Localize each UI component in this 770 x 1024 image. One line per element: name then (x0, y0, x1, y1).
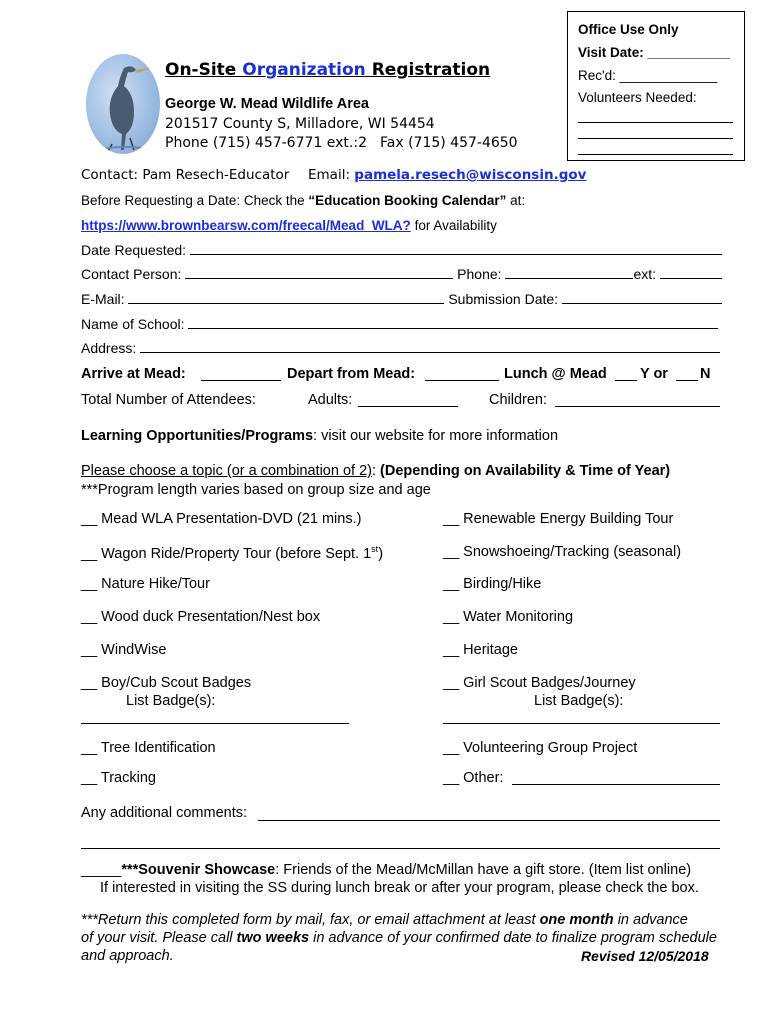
lunch-n: N (700, 366, 711, 382)
date-requested-input[interactable] (190, 242, 722, 255)
girl-list-badges-label: List Badge(s): (534, 693, 624, 709)
option-tracking[interactable]: __ Tracking (81, 770, 156, 786)
comments-input[interactable] (258, 820, 720, 821)
recd: Rec'd: _____________ (578, 68, 718, 83)
girl-badges-input[interactable] (443, 723, 720, 724)
contact-educator: Contact: Pam Resech-Educator (81, 167, 290, 183)
ext-input[interactable] (660, 266, 722, 279)
email-row: E-Mail: Submission Date: (81, 291, 722, 307)
intro-line: Before Requesting a Date: Check the “Education Booking Calendar” at: (81, 193, 526, 208)
choose-topic-line: Please choose a topic (or a combination of 2): (Depending on Availability & Time of Year) (81, 463, 671, 479)
email-input[interactable] (128, 291, 444, 304)
children-input[interactable] (555, 394, 720, 407)
email-line: Email: pamela.resech@wisconsin.gov (308, 167, 587, 183)
option-wagon-ride[interactable]: __ Wagon Ride/Property Tour (before Sept. 1st) (81, 544, 384, 562)
phone-input[interactable] (505, 266, 633, 279)
option-snowshoeing[interactable]: __ Snowshoeing/Tracking (seasonal) (443, 544, 682, 560)
arrive-label: Arrive at Mead: (81, 366, 186, 382)
option-birding[interactable]: __ Birding/Hike (443, 576, 542, 592)
heron-logo (86, 54, 160, 154)
calendar-url-line: https://www.brownbearsw.com/freecal/Mead_WLA? for Availability (81, 218, 497, 233)
depart-input[interactable] (425, 368, 499, 381)
programs-heading: Learning Opportunities/Programs: visit our website for more information (81, 428, 559, 444)
other-input[interactable] (512, 772, 720, 785)
adults-label: Adults: (308, 392, 353, 408)
option-volunteering[interactable]: __ Volunteering Group Project (443, 740, 638, 756)
email-link[interactable]: pamela.resech@wisconsin.gov (354, 167, 587, 183)
office-heading: Office Use Only (578, 22, 679, 37)
option-heritage[interactable]: __ Heritage (443, 642, 518, 658)
total-attendees-label: Total Number of Attendees: (81, 392, 256, 408)
footer-line1: ***Return this completed form by mail, fax, or email attachment at least one month in advance (81, 912, 688, 928)
footer-line2: of your visit. Please call two weeks in advance of your confirmed date to finalize program schedule (81, 930, 717, 946)
option-girl-scout[interactable]: __ Girl Scout Badges/Journey (443, 675, 636, 691)
area-phone: Phone (715) 457-6771 ext.:2 (165, 135, 367, 151)
souvenir-line: _____***Souvenir Showcase: Friends of the Mead/McMillan have a gift store. (Item list online) (81, 862, 692, 878)
comments-input-line2[interactable] (81, 848, 720, 849)
calendar-name: “Education Booking Calendar” (308, 193, 507, 208)
area-name: George W. Mead Wildlife Area (165, 96, 369, 112)
souvenir-line2: If interested in visiting the SS during lunch break or after your program, please check the box. (100, 880, 699, 896)
revised-date: Revised 12/05/2018 (581, 948, 709, 964)
office-use-box (567, 11, 745, 161)
children-label: Children: (489, 392, 548, 408)
lunch-yes-input[interactable] (615, 368, 637, 381)
contact-person-row: Contact Person: Phone: ext: (81, 266, 722, 282)
option-boy-scout[interactable]: __ Boy/Cub Scout Badges (81, 675, 252, 691)
option-wood-duck[interactable]: __ Wood duck Presentation/Nest box (81, 609, 321, 625)
option-water-monitoring[interactable]: __ Water Monitoring (443, 609, 574, 625)
date-requested-field: Date Requested: (81, 242, 722, 258)
option-other[interactable]: __ Other: (443, 770, 504, 786)
arrive-input[interactable] (201, 368, 281, 381)
calendar-url[interactable]: https://www.brownbearsw.com/freecal/Mead_WLA? (81, 218, 411, 233)
lunch-y-or: Y or (640, 366, 668, 382)
option-mead-dvd[interactable]: __ Mead WLA Presentation-DVD (21 mins.) (81, 511, 362, 527)
submission-date-input[interactable] (562, 291, 722, 304)
visit-date: Visit Date: ___________ (578, 45, 731, 60)
address-input[interactable] (140, 340, 720, 353)
page-title: On-Site Organization Registration (165, 60, 491, 80)
volunteer-line[interactable] (578, 154, 733, 155)
souvenir-checkbox[interactable]: _____ (81, 862, 122, 878)
school-row: Name of School: (81, 316, 718, 332)
footer-line3: and approach. (81, 948, 174, 964)
option-nature-hike[interactable]: __ Nature Hike/Tour (81, 576, 210, 592)
school-input[interactable] (188, 316, 718, 329)
lunch-label: Lunch @ Mead (504, 366, 607, 382)
volunteer-line[interactable] (578, 122, 733, 123)
option-tree-id[interactable]: __ Tree Identification (81, 740, 216, 756)
volunteers-needed: Volunteers Needed: (578, 90, 697, 105)
address-row: Address: (81, 340, 720, 356)
depart-label: Depart from Mead: (287, 366, 416, 382)
title-organization: Organization (242, 60, 366, 80)
comments-label: Any additional comments: (81, 805, 248, 821)
option-renewable-energy[interactable]: __ Renewable Energy Building Tour (443, 511, 674, 527)
volunteer-line[interactable] (578, 138, 733, 139)
program-length-note: ***Program length varies based on group size and age (81, 482, 431, 498)
boy-badges-input[interactable] (81, 723, 349, 724)
adults-input[interactable] (358, 394, 458, 407)
area-fax: Fax (715) 457-4650 (380, 135, 518, 151)
contact-person-input[interactable] (185, 266, 453, 279)
option-windwise[interactable]: __ WindWise (81, 642, 167, 658)
lunch-no-input[interactable] (676, 368, 698, 381)
boy-list-badges-label: List Badge(s): (126, 693, 216, 709)
area-address: 201517 County S, Milladore, WI 54454 (165, 116, 435, 132)
